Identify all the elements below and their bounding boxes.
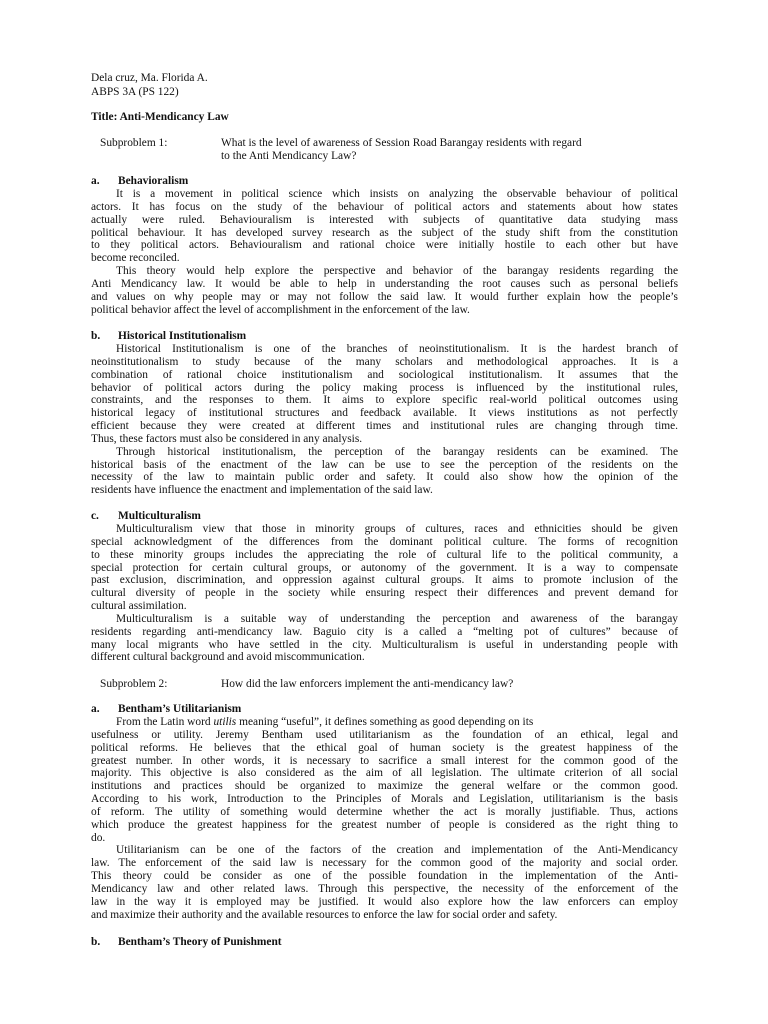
section-body-multiculturalism [91, 523, 678, 664]
text-line: majority. This objective is also considered as the aim of all legislation. The ultimate criterion of all social [91, 767, 678, 780]
section-title: Bentham’s Theory of Punishment [118, 936, 282, 948]
text-line: institutions and practices should be organized to maximize the general welfare or the common good. [91, 780, 678, 793]
subproblem-1-question [221, 137, 681, 163]
text-line: Anti Mendicancy law. It would be able to help in understanding the root causes such as personal beliefs [91, 277, 678, 290]
text-line: of reform. The utility of something would determine whether the act is morally justifiable. Thus, actions [91, 805, 678, 818]
text-line: special protection for certain cultural groups, or autonomy of the government. It is a way to compensate [91, 561, 678, 574]
text-line: combination of rational choice institutionalism and sociological institutionalism. It assumes that the [91, 368, 678, 381]
section-letter: a. [91, 703, 100, 715]
subproblem-2-question [221, 678, 681, 691]
text-line: cultural assimilation. [91, 600, 187, 613]
section-heading-multiculturalism [91, 510, 201, 522]
text-line: cultural diversity of people in the society while ensuring respect their differences and prevent demand for [91, 587, 678, 600]
text-line: Thus, these factors must also be considered in any analysis. [91, 432, 363, 445]
section-letter: b. [91, 936, 101, 948]
text-line: greatest number. In other words, it is necessary to sacrifice a small interest for the common good of the [91, 754, 678, 767]
text-line: different cultural background and avoid miscommunication. [91, 651, 365, 664]
text-line: law. The enforcement of the said law is necessary for the common good of the majority and social order. [91, 857, 678, 870]
text-line: which produce the greatest happiness for the greatest number of people is considered as the right thing to [91, 818, 678, 831]
text-line: Through historical institutionalism, the perception of the barangay residents can be examined. The [116, 445, 678, 458]
text-line: Multiculturalism view that those in minority groups of cultures, races and ethnicities should be given [116, 523, 678, 535]
text-line: special acknowledgment of the differences from the dominant political culture. The forms of recognition [91, 535, 678, 548]
text-line: to these minority groups includes the appreciating the role of cultural life to the political community, a [91, 548, 678, 561]
text-segment: meaning “useful”, it defines something as good depending on its [236, 716, 534, 728]
text-line: According to his work, Introduction to the Principles of Morals and Legislation, utilitarianism is the basis [91, 793, 678, 806]
section-title: Behavioralism [118, 175, 189, 187]
text-line: political reforms. He believes that the ethical goal of human society is the greatest happiness of the [91, 741, 678, 754]
question-line: What is the level of awareness of Session Road Barangay residents with regard [221, 137, 582, 149]
text-line: Historical Institutionalism is one of the branches of neoinstitutionalism. It is the hardest branch of [116, 343, 678, 355]
text-line: many local migrants who have settled in the city. Multiculturalism is useful in understanding people with [91, 638, 678, 651]
text-line: constraints, and the responses to them. It aims to explore specific real-world political outcomes using [91, 394, 678, 407]
text-line: behavior of political actors during the policy making process is influenced by the institutional rules, [91, 381, 678, 394]
text-line: neoinstitutionalism to study because of the many scholars and methodological approaches. It is a [91, 355, 678, 368]
text-line: efficient because they were created at different times and institutional rules are changing through time. [91, 420, 678, 433]
text-line: do. [91, 831, 106, 844]
section-letter: a. [91, 175, 100, 187]
text-line: political behaviour. It has developed survey research as the subject of the study shift from the constitution [91, 226, 678, 239]
text-line: Mendicancy law and other related laws. Through this perspective, the necessity of the enforcement of the [91, 882, 678, 895]
section-heading-historical-institutionalism [91, 330, 246, 342]
text-line: Multiculturalism is a suitable way of understanding the perception and awareness of the barangay [116, 612, 678, 625]
document-title: Title: Anti-Mendicancy Law [91, 111, 229, 123]
text-line: Utilitarianism can be one of the factors of the creation and implementation of the Anti-Mendicancy [116, 844, 678, 857]
section-body-behavioralism [91, 188, 678, 316]
latin-word: utilis [213, 716, 237, 728]
text-line: It is a movement in political science which insists on analyzing the observable behaviour of political [116, 188, 678, 200]
text-line: usefulness or utility. Jeremy Bentham used utilitarianism as the foundation of an ethical, legal and [91, 728, 678, 741]
section-heading-behavioralism [91, 175, 188, 187]
section-letter: b. [91, 330, 101, 342]
text-segment: From the Latin word [116, 716, 214, 728]
subproblem-1-label: Subproblem 1: [100, 137, 168, 149]
text-line [91, 716, 678, 729]
section-heading-benthams-theory-of-punishment [91, 936, 282, 948]
text-line: necessity of the law to maintain public order and safety. It could also show how the opinion of the [91, 471, 678, 484]
text-line: actually were ruled. Behaviouralism is interested with subjects of quantitative data studying mass [91, 213, 678, 226]
question-line: How did the law enforcers implement the anti-mendicancy law? [221, 678, 514, 690]
text-line: past exclusion, discrimination, and oppression against cultural groups. It aims to promote inclusion of the [91, 574, 678, 587]
text-line: and maximize their authority and the available resources to enforce the law for social order and safety. [91, 908, 558, 921]
section-body-benthams-utilitarianism [91, 716, 678, 922]
question-line: to the Anti Mendicancy Law? [221, 149, 357, 162]
text-line: historical basis of the enactment of the law can be use to see the perception of the residents on the [91, 458, 678, 471]
text-line: political behavior affect the level of accomplishment in the enforcement of the law. [91, 303, 470, 316]
text-line: law in the way it is employed may be justified. It would also explore how the law enforcers can employ [91, 895, 678, 908]
section-body-historical-institutionalism [91, 343, 678, 497]
text-line: and values on why people may or may not follow the said law. It would further explain how the people’s [91, 290, 678, 303]
section-letter: c. [91, 510, 99, 522]
text-line: This theory could be consider as one of the possible foundation in the implementation of the Anti- [91, 870, 678, 883]
course-code: ABPS 3A (PS 122) [91, 86, 179, 98]
text-line: actors. It has focus on the study of the behaviour of political actors and statements about how states [91, 200, 678, 213]
text-line: historical legacy of institutional structures and feedback available. It views institutions as not perfectly [91, 407, 678, 420]
text-line: residents have influence the enactment and implementation of the said law. [91, 484, 433, 497]
section-title: Multiculturalism [118, 510, 201, 522]
text-line: to they political actors. Behaviouralism and rational choice were initially hostile to each other but have [91, 239, 678, 252]
text-line: become reconciled. [91, 252, 180, 265]
text-line: residents regarding anti-mendicancy law. Baguio city is a called a “melting pot of cultures” because of [91, 625, 678, 638]
section-heading-benthams-utilitarianism [91, 703, 241, 715]
author-name: Dela cruz, Ma. Florida A. [91, 72, 208, 84]
text-line: This theory would help explore the perspective and behavior of the barangay residents regarding the [116, 265, 678, 278]
section-title: Bentham’s Utilitarianism [118, 703, 242, 715]
subproblem-2-label: Subproblem 2: [100, 678, 168, 690]
section-title: Historical Institutionalism [118, 330, 247, 342]
